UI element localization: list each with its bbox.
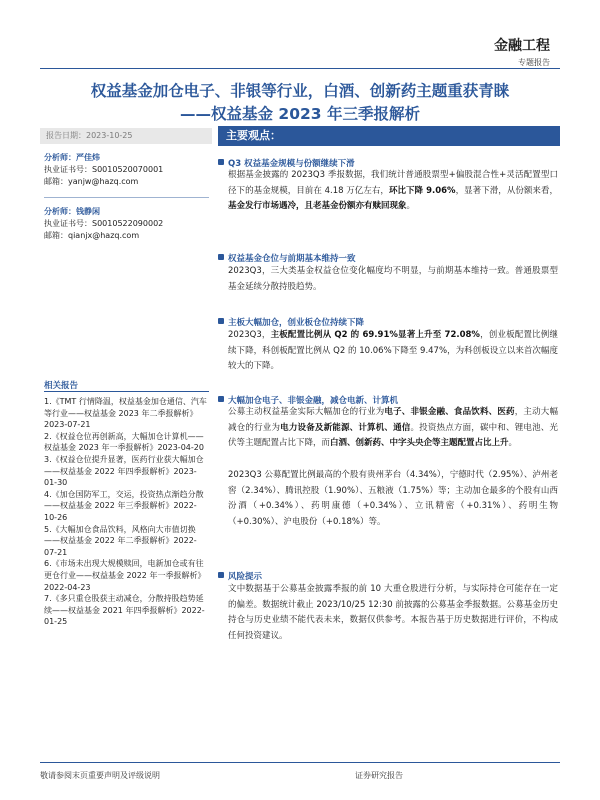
body-text-run: 公募主动权益基金实际大幅加仓的行业为: [228, 407, 385, 417]
highlight-text: 环比下降 9.06%: [388, 185, 456, 196]
analyst-card: [44, 206, 209, 242]
body-text-run: ，创业板配置比例继续下降，科创板配置比例从 Q2 的 10.06%下降至 9.47%，为科创板设立以来首次幅度较大的下降。: [228, 330, 558, 371]
section-title: 权益基金仓位与前期基本维持一致: [218, 252, 356, 264]
section-body: [228, 328, 558, 375]
section-title: 大幅加仓电子、非银金融，减仓电新、计算机: [218, 394, 398, 406]
section-body: [228, 582, 558, 644]
body-text-run: 。投资热点方面，碳中和、锂电池、光伏等主题配置占比下降，而: [228, 422, 558, 448]
square-bullet-icon: [218, 572, 224, 578]
footer-divider: [40, 762, 560, 763]
cert-number: S0010522090002: [92, 219, 164, 228]
body-text-run: 。: [406, 201, 416, 211]
section-title: 主板大幅加仓，创业板仓位持续下降: [218, 316, 364, 328]
body-text-run: 文中数据基于公募基金披露季报的前 10 大重仓股进行分析，与实际持仓可能存在一定的偏差。数据统计截止 2023/10/25 12:30 前披露的公募基金季报数据。公募基金历史持仓与历史业绩不能代表未来，数据仅供参考。本报告基于历史数据进行评价，不构成任何投资建议。: [228, 584, 558, 641]
report-title: 权益基金加仓电子、非银等行业，白酒、创新药主题重获青睐: [90, 82, 510, 100]
body-text-run: 2023Q3，三大类基金权益仓位变化幅度均不明显，与前期基本维持一致。普通股票型基金延续分散持股趋势。: [228, 266, 558, 292]
footer-disclaimer: 敬请参阅末页重要声明及评级说明: [40, 771, 160, 780]
related-report-item: 3.《权益仓位提升显著，医药行业获大幅加仓——权益基金 2022 年四季报解析》2023-01-30: [44, 454, 204, 488]
analyst-email[interactable]: yanjw@hazq.com: [68, 177, 139, 186]
header-divider: [40, 68, 560, 69]
analyst-name: 钱静闲: [76, 207, 100, 216]
report-subtitle: ——权益基金 2023 年三季报解析: [180, 105, 420, 123]
related-report-item: 2.《权益仓位再创新高，大幅加仓计算机——权益基金 2023 年一季报解析》2023-04-20: [44, 431, 204, 453]
square-bullet-icon: [218, 159, 224, 165]
email-label: 邮箱：: [44, 231, 68, 240]
section-body: [228, 468, 558, 530]
square-bullet-icon: [218, 396, 224, 402]
highlight-text: 白酒、创新药、中字头央企等主题配置占比上升: [330, 438, 509, 448]
report-type-label: 专题报告: [518, 58, 550, 67]
brand-label: 金融工程: [494, 38, 550, 54]
section-title: Q3 权益基金规模与份额继续下滑: [218, 157, 355, 169]
related-report-item: 4.《加仓国防军工，交运，投资热点渐趋分散——权益基金 2022 年三季报解析》2022-10-26: [44, 489, 204, 522]
highlight-text: 电子、非银金融、食品饮料、医药: [384, 407, 515, 417]
cert-number: S0010520070001: [92, 165, 164, 174]
highlight-text: 主板配置比例从 Q2 的 69.91%显著上升至 72.08%: [270, 330, 480, 340]
body-text-run: ，主动大幅减仓的行业为: [228, 407, 558, 433]
related-report-item: 6.《市场未出现大规模赎回，电新加仓或有往更仓行业——权益基金 2022 年一季报解析》2022-04-23: [44, 559, 206, 592]
body-text-run: 。: [508, 438, 518, 448]
related-report-item: 1.《TMT 行情降温，权益基金加仓通信、汽车等行业——权益基金 2023 年二季报解析》2023-07-21: [44, 397, 207, 430]
key-points-header: 主要观点：: [218, 126, 560, 146]
footer-doc-type: 证券研究报告: [355, 771, 403, 780]
related-report-item: 5.《大幅加仓食品饮料，风格向大市值切换——权益基金 2022 年二季报解析》2022-07-21: [44, 524, 197, 557]
analyst-email[interactable]: qianjx@hazq.com: [68, 231, 140, 240]
section-body: [228, 264, 558, 295]
analyst-role: 分析师：: [44, 207, 76, 216]
cert-label: 执业证书号：: [44, 165, 92, 174]
related-reports-list: [44, 396, 209, 628]
cert-label: 执业证书号：: [44, 219, 92, 228]
square-bullet-icon: [218, 318, 224, 324]
section-body: [228, 405, 558, 452]
section-body: [228, 168, 558, 215]
email-label: 邮箱：: [44, 177, 68, 186]
body-text-run: 2023Q3，: [228, 330, 271, 340]
related-report-item: 7.《多只重仓股获主动减仓，分散持股趋势延续——权益基金 2021 年四季报解析》2022-01-25: [44, 594, 205, 627]
report-date: 报告日期：2023-10-25: [40, 128, 212, 144]
highlight-text: 基金发行市场遇冷，且老基金份额亦有赎回现象: [228, 201, 407, 211]
analyst-role: 分析师：: [44, 153, 76, 162]
section-title: 风险提示: [218, 570, 262, 582]
body-text-run: 根据基金披露的 2023Q3 季报数据，我们统计普通股票型+偏股混合性+灵活配置型口径下的基金规模，目前在 4.18 万亿左右，: [228, 170, 558, 196]
related-reports-heading: 相关报告: [44, 381, 79, 391]
analyst-card: [44, 152, 209, 188]
highlight-text: 电力设备及新能源、计算机、通信: [280, 422, 411, 433]
analyst-divider: [44, 197, 209, 198]
square-bullet-icon: [218, 254, 224, 260]
analyst-name: 严佳炜: [76, 153, 100, 162]
related-divider: [44, 391, 209, 392]
body-text-run: ，显著下滑，从份额来看，: [455, 185, 558, 196]
body-text-run: 2023Q3 公募配置比例最高的个股有贵州茅台（4.34%），宁德时代（2.95%）、泸州老窖（2.34%）、腾讯控股（1.90%）、五粮液（1.75%）等；主动加仓最多的个股有山西汾酒（+0.34%）、药明康德（+0.34%）、立讯精密（+0.31%）、药明生物（+0.30%）、沪电股份（+0.18%）等。: [228, 470, 558, 527]
